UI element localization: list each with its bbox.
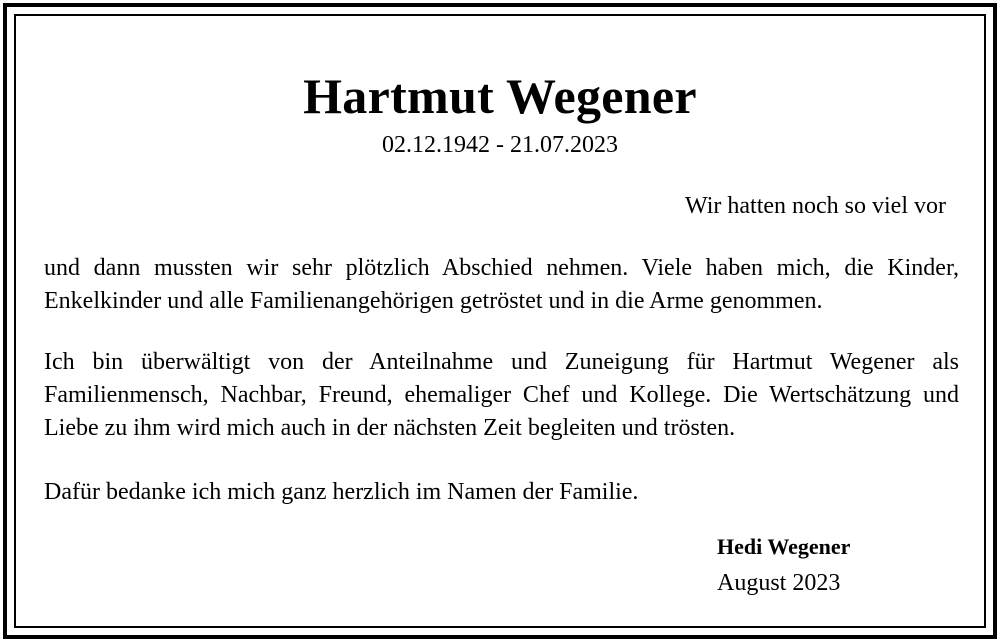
- signature-date: August 2023: [717, 570, 841, 596]
- motto-line: Wir hatten noch so viel vor: [685, 193, 946, 219]
- paragraph-3: Dafür bedanke ich mich ganz herzlich im Namen der Familie.: [44, 479, 639, 505]
- paragraph-1: und dann mussten wir sehr plötzlich Abschied nehmen. Viele haben mich, die Kinder, Enkelkinder und alle Familienangehörigen getröstet und in die Arme genommen.: [44, 255, 959, 314]
- paragraph-2: Ich bin überwältigt von der Anteilnahme und Zuneigung für Hartmut Wegener als Familienmensch, Nachbar, Freund, ehemaliger Chef und Kollege. Die Wertschätzung und Liebe zu ihm wird mich auch in der nächsten Zeit begleiten und trösten.: [44, 349, 959, 441]
- signature-name: Hedi Wegener: [717, 534, 851, 559]
- life-dates: 02.12.1942 - 21.07.2023: [382, 132, 618, 158]
- deceased-name: Hartmut Wegener: [303, 68, 697, 124]
